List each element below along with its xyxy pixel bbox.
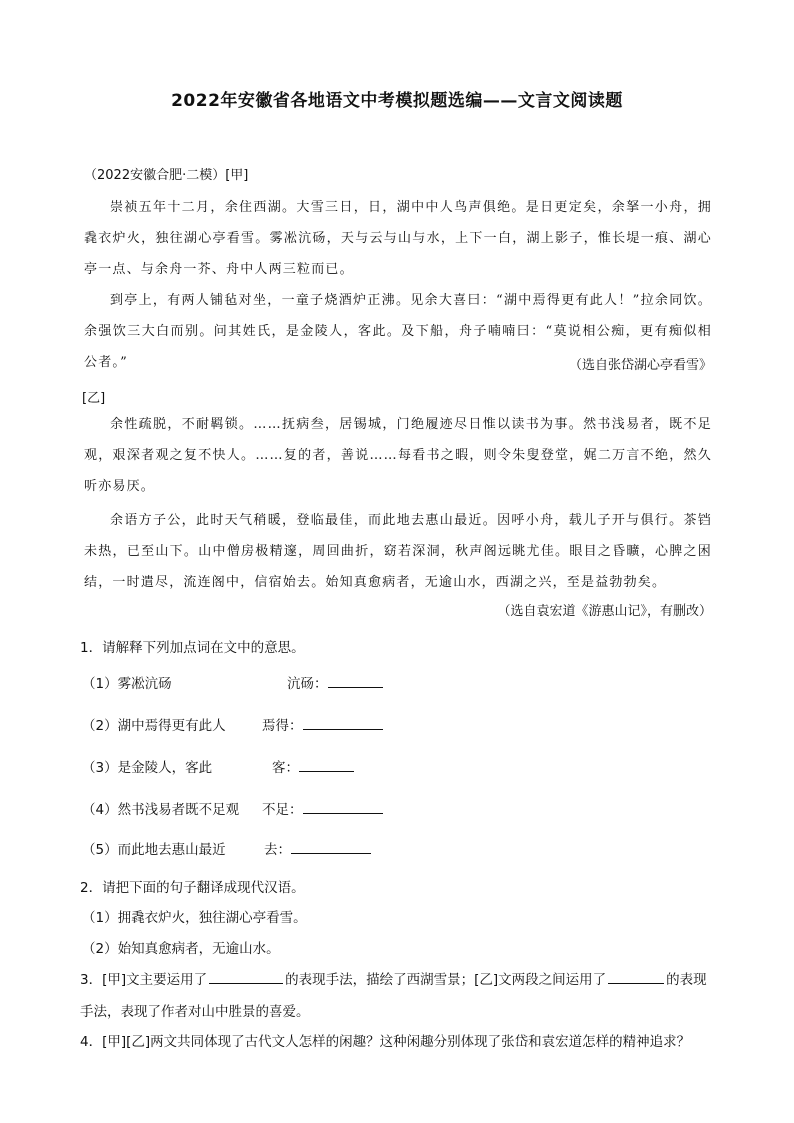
source-tag: （2022安徽合肥·二模）[甲] (84, 168, 249, 183)
item-term: 客： (272, 760, 299, 776)
question-2-item-2: （2）始知真愈病者，无逾山水。 (82, 941, 280, 957)
answer-blank[interactable] (303, 799, 383, 814)
answer-blank[interactable] (303, 715, 383, 730)
question-1-item-5 (82, 838, 291, 858)
item-text: （1）雾凇沆砀 (82, 676, 172, 692)
question-3-part-a: 3．[甲]文主要运用了 (80, 972, 208, 988)
answer-blank[interactable] (608, 969, 664, 984)
answer-blank[interactable] (209, 969, 283, 984)
passage-a-paragraph-1: 崇祯五年十二月，余住西湖。大雪三日，日，湖中中人鸟声俱绝。是日更定矣，余拏一小舟，拥毳衣炉火，独往湖心亭看雪。雾凇沆砀，天与云与山与水，上下一白，湖上影子，惟长堤一痕、湖心亭一点、与余舟一芥、舟中人两三粒而已。 (84, 200, 712, 277)
question-2-item-1: （1）拥毳衣炉火，独往湖心亭看雪。 (82, 910, 307, 926)
page-title: 2022年安徽省各地语文中考模拟题选编——文言文阅读题 (171, 91, 623, 111)
item-text: （2）湖中焉得更有此人 (82, 718, 226, 734)
passage-a-citation: （选自张岱湖心亭看雪》 (568, 358, 712, 373)
answer-blank[interactable] (328, 673, 383, 688)
question-2: 2．请把下面的句子翻译成现代汉语。 (80, 880, 305, 896)
passage-b-label: [乙] (82, 391, 106, 406)
item-text: （4）然书浅易者既不足观 (82, 802, 240, 818)
question-1: 1．请解释下列加点词在文中的意思。 (80, 640, 305, 656)
question-1-item-3 (82, 756, 299, 776)
question-4: 4．[甲][乙]两文共同体现了古代文人怎样的闲趣？这种闲趣分别体现了张岱和袁宏道怎样的精神追求？ (80, 1034, 691, 1050)
passage-a-paragraph-2: 到亭上，有两人铺毡对坐，一童子烧酒炉正沸。见余大喜曰：“湖中焉得更有此人！”拉余同饮。余强饮三大白而别。问其姓氏，是金陵人，客此。及下船，舟子喃喃曰：“莫说相公痴，更有痴似相公者。” (84, 293, 712, 370)
answer-blank[interactable] (291, 839, 371, 854)
item-term: 沆砀： (287, 676, 328, 692)
question-3-part-b: 的表现手法，描绘了西湖雪景；[乙]文两段之间运用了 (285, 972, 607, 988)
question-1-item-1 (82, 672, 328, 692)
passage-b-paragraph-1: 余性疏脱，不耐羁锁。……抚病叁，居锡城，门绝履迹尽日惟以读书为事。然书浅易者，既不足观，艰深者观之复不快人。……复的者，善说……每看书之暇，则令朱叟登堂，娓二万言不绝，然久听亦易厌。 (84, 417, 712, 494)
question-3-continued: 手法，表现了作者对山中胜景的喜爱。 (80, 1004, 310, 1020)
item-term: 焉得： (262, 718, 303, 734)
question-1-item-4 (82, 798, 303, 818)
item-text: （5）而此地去惠山最近 (82, 842, 226, 858)
question-3-part-c: 的表现 (666, 972, 707, 988)
question-3 (80, 968, 707, 988)
passage-b-citation: （选自袁宏道《游惠山记》，有删改） (497, 604, 712, 619)
item-term: 不足： (262, 802, 303, 818)
question-1-item-2 (82, 714, 303, 734)
item-text: （3）是金陵人，客此 (82, 760, 213, 776)
answer-blank[interactable] (299, 757, 354, 772)
item-term: 去： (264, 842, 291, 858)
passage-b-paragraph-2: 余语方子公，此时天气稍暖，登临最佳，而此地去惠山最近。因呼小舟，载儿子开与俱行。茶铛未热，已至山下。山中僧房极精邃，周回曲折，窈若深洞，秋声阁远眺尤佳。眼目之昏曠，心脾之困结，一时遣尽，流连阁中，信宿始去。始知真愈病者，无逾山水，西湖之兴，至是益勃勃矣。 (84, 513, 712, 590)
